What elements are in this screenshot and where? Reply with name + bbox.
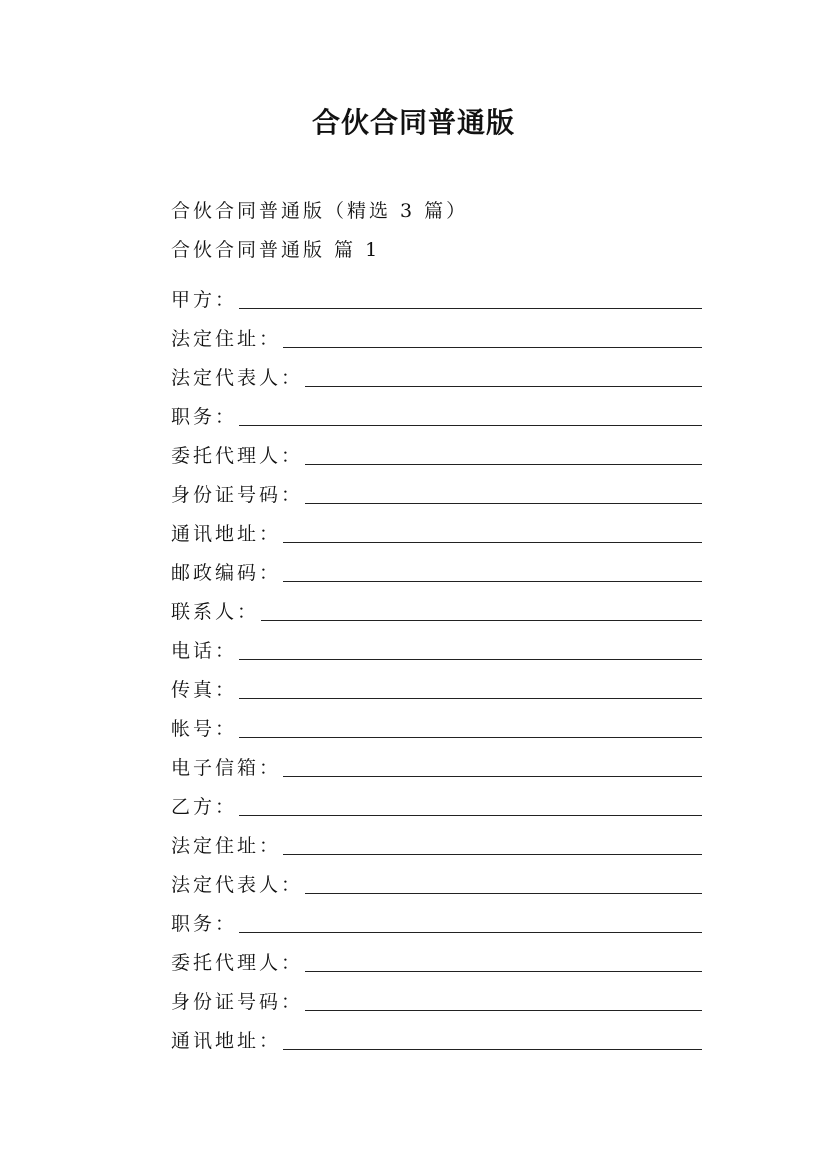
field-label: 身份证号码： (171, 991, 304, 1013)
field-label: 法定住址： (171, 328, 282, 350)
form-field-id-number-b[interactable] (171, 976, 702, 1015)
blank-line[interactable] (283, 776, 702, 777)
form-field-position-b[interactable] (171, 898, 702, 937)
field-label: 电子信箱： (171, 757, 282, 779)
field-label: 法定代表人： (171, 367, 304, 389)
blank-line[interactable] (305, 1010, 702, 1011)
blank-line[interactable] (239, 815, 702, 816)
field-label: 甲方： (171, 289, 238, 311)
blank-line[interactable] (239, 425, 702, 426)
blank-line[interactable] (261, 620, 702, 621)
field-label: 传真： (171, 679, 238, 701)
blank-line[interactable] (283, 1049, 702, 1050)
blank-line[interactable] (283, 347, 702, 348)
form-field-position[interactable] (171, 391, 702, 430)
document-title: 合伙合同普通版 (311, 106, 515, 139)
field-label: 乙方： (171, 796, 238, 818)
blank-line[interactable] (239, 737, 702, 738)
field-label: 身份证号码： (171, 484, 304, 506)
field-label: 职务： (171, 913, 238, 935)
form-field-agent-b[interactable] (171, 937, 702, 976)
blank-line[interactable] (305, 464, 702, 465)
form-field-postal-code[interactable] (171, 547, 702, 586)
blank-line[interactable] (305, 971, 702, 972)
document-subtitle: 合伙合同普通版（精选 3 篇） (171, 200, 469, 222)
form-field-contact-person[interactable] (171, 586, 702, 625)
blank-line[interactable] (239, 698, 702, 699)
field-label: 帐号： (171, 718, 238, 740)
form-field-email[interactable] (171, 742, 702, 781)
section-heading: 合伙合同普通版 篇 1 (171, 239, 381, 261)
contract-form (171, 274, 702, 1054)
field-label: 法定代表人： (171, 874, 304, 896)
form-field-fax[interactable] (171, 664, 702, 703)
form-field-mailing-address-b[interactable] (171, 1015, 702, 1054)
form-field-party-b[interactable] (171, 781, 702, 820)
field-label: 职务： (171, 406, 238, 428)
form-field-mailing-address[interactable] (171, 508, 702, 547)
field-label: 委托代理人： (171, 445, 304, 467)
field-label: 通讯地址： (171, 1030, 282, 1052)
form-field-account[interactable] (171, 703, 702, 742)
form-field-legal-representative[interactable] (171, 352, 702, 391)
field-label: 邮政编码： (171, 562, 282, 584)
blank-line[interactable] (239, 932, 702, 933)
form-field-agent[interactable] (171, 430, 702, 469)
blank-line[interactable] (239, 308, 702, 309)
blank-line[interactable] (283, 542, 702, 543)
field-label: 法定住址： (171, 835, 282, 857)
field-label: 电话： (171, 640, 238, 662)
form-field-legal-representative-b[interactable] (171, 859, 702, 898)
blank-line[interactable] (283, 581, 702, 582)
blank-line[interactable] (305, 386, 702, 387)
field-label: 委托代理人： (171, 952, 304, 974)
field-label: 通讯地址： (171, 523, 282, 545)
blank-line[interactable] (283, 854, 702, 855)
blank-line[interactable] (305, 503, 702, 504)
blank-line[interactable] (239, 659, 702, 660)
field-label: 联系人： (171, 601, 260, 623)
blank-line[interactable] (305, 893, 702, 894)
form-field-phone[interactable] (171, 625, 702, 664)
form-field-party-a[interactable] (171, 274, 702, 313)
form-field-legal-address[interactable] (171, 313, 702, 352)
form-field-legal-address-b[interactable] (171, 820, 702, 859)
form-field-id-number[interactable] (171, 469, 702, 508)
